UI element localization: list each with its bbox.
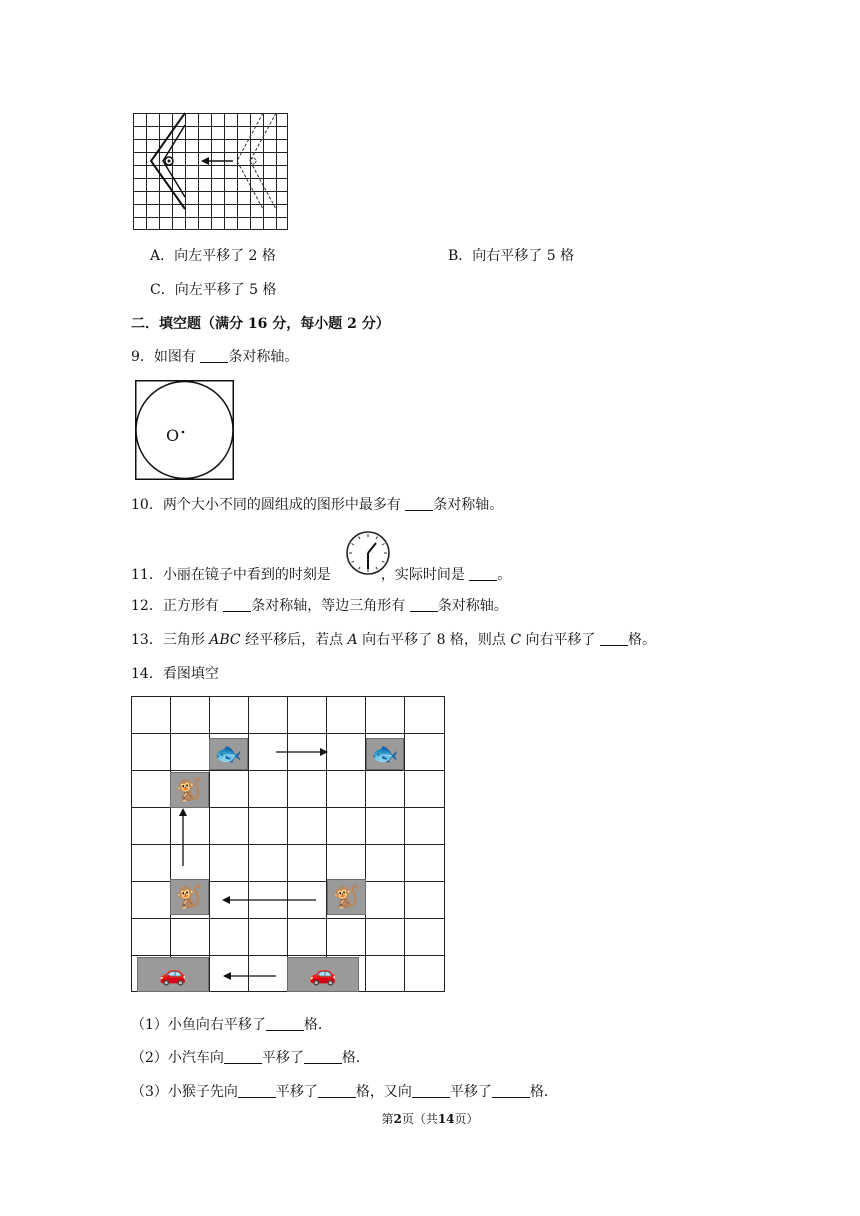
q10-text	[131, 495, 503, 515]
q14-sub1-pre: （1）小鱼向右平移了	[131, 1017, 266, 1033]
car-icon: 🚗	[159, 962, 187, 987]
q9-circle-label: O	[166, 426, 180, 445]
q10-pre: 10．两个大小不同的圆组成的图形中最多有	[131, 497, 406, 513]
monkey-icon: 🐒	[175, 777, 204, 803]
q14-sub3-mid3: 平移了	[449, 1084, 492, 1100]
clock-icon	[345, 530, 391, 576]
q12-blank-1[interactable]	[223, 597, 251, 612]
q13-p5: 格。	[628, 632, 657, 648]
footer-post: 页）	[454, 1112, 479, 1126]
car-icon: 🚗	[309, 962, 337, 987]
q11-pre: 11．小丽在镜子中看到的时刻是	[131, 567, 331, 583]
fish-image-start	[209, 738, 248, 770]
q12-pre: 12．正方形有	[131, 598, 224, 614]
q12-text	[131, 596, 508, 616]
fish-image-end	[366, 738, 404, 770]
q14-sub2-post: 格．	[341, 1050, 370, 1066]
q14-sub2-pre: （2）小汽车向	[131, 1050, 224, 1066]
q9-post: 条对称轴。	[228, 349, 299, 365]
q14-title: 14．看图填空	[131, 666, 219, 682]
q9-text	[131, 347, 298, 367]
monkey-icon: 🐒	[332, 884, 361, 910]
q14-sub3-post: 格．	[529, 1084, 558, 1100]
q14-sub2-blank-2[interactable]	[304, 1049, 342, 1064]
q14-sub1-blank[interactable]	[266, 1016, 304, 1031]
q14-sub3-blank-2[interactable]	[318, 1083, 356, 1098]
section2-heading: 二．填空题（满分 16 分，每小题 2 分）	[131, 316, 390, 332]
q14-sub1-post: 格．	[303, 1017, 332, 1033]
q13-point-c: C	[510, 632, 522, 648]
q13-p1: 13．三角形	[131, 632, 210, 648]
q14-sub2	[131, 1048, 370, 1068]
monkey-icon: 🐒	[175, 884, 204, 910]
fish-icon: 🐟	[214, 741, 243, 767]
q14-sub3-blank-4[interactable]	[492, 1083, 530, 1098]
q14-sub3-pre: （3）小猴子先向	[131, 1084, 238, 1100]
q10-post: 条对称轴。	[433, 497, 504, 513]
q13-point-a: A	[347, 632, 358, 648]
car-image-start	[287, 957, 359, 992]
q8-option-c[interactable]: C．向左平移了 5 格	[150, 282, 277, 298]
q11-blank[interactable]	[469, 566, 497, 581]
q14-sub1	[131, 1015, 332, 1035]
footer-mid: 页（共	[401, 1112, 438, 1126]
q11-post: ，实际时间是	[380, 567, 470, 583]
q12-blank-2[interactable]	[410, 597, 438, 612]
q8-grid-figure	[133, 113, 288, 230]
q14-sub3-blank-3[interactable]	[412, 1083, 450, 1098]
q11-end: 。	[497, 567, 512, 583]
q9-pre: 9．如图有	[131, 349, 201, 365]
q14-sub3-mid1: 平移了	[275, 1084, 318, 1100]
q13-p3: 向右平移了 8 格，则点	[357, 632, 511, 648]
monkey-image-middle	[170, 879, 209, 915]
q9-square-circle-figure	[135, 380, 234, 480]
fish-icon: 🐟	[371, 741, 399, 767]
footer-total-pages: 14	[437, 1112, 455, 1126]
q13-p2: 经平移后，若点	[240, 632, 348, 648]
q14-sub3-mid2: 格，又向	[355, 1084, 412, 1100]
q14-sub3-blank-1[interactable]	[238, 1083, 276, 1098]
q13-p4: 向右平移了	[521, 632, 601, 648]
footer-pre: 第	[381, 1112, 394, 1126]
q13-text	[131, 630, 656, 650]
q14-sub3	[131, 1082, 558, 1102]
q9-blank[interactable]	[200, 348, 228, 363]
q13-abc: ABC	[209, 632, 241, 648]
q14-sub2-blank-1[interactable]	[224, 1049, 262, 1064]
footer-page-number: 2	[393, 1112, 402, 1126]
q12-mid: 条对称轴，等边三角形有	[251, 598, 410, 614]
monkey-image-start	[327, 879, 366, 915]
monkey-image-top	[170, 772, 209, 808]
q13-blank[interactable]	[600, 631, 628, 646]
q11-text	[131, 565, 511, 585]
car-image-end	[137, 957, 209, 992]
q8-option-b[interactable]: B．向右平移了 5 格	[448, 248, 575, 264]
q10-blank[interactable]	[405, 496, 433, 511]
q12-post: 条对称轴。	[437, 598, 508, 614]
q14-sub2-mid: 平移了	[261, 1050, 304, 1066]
page-footer	[0, 1109, 860, 1129]
q8-option-a[interactable]: A．向左平移了 2 格	[150, 248, 276, 264]
